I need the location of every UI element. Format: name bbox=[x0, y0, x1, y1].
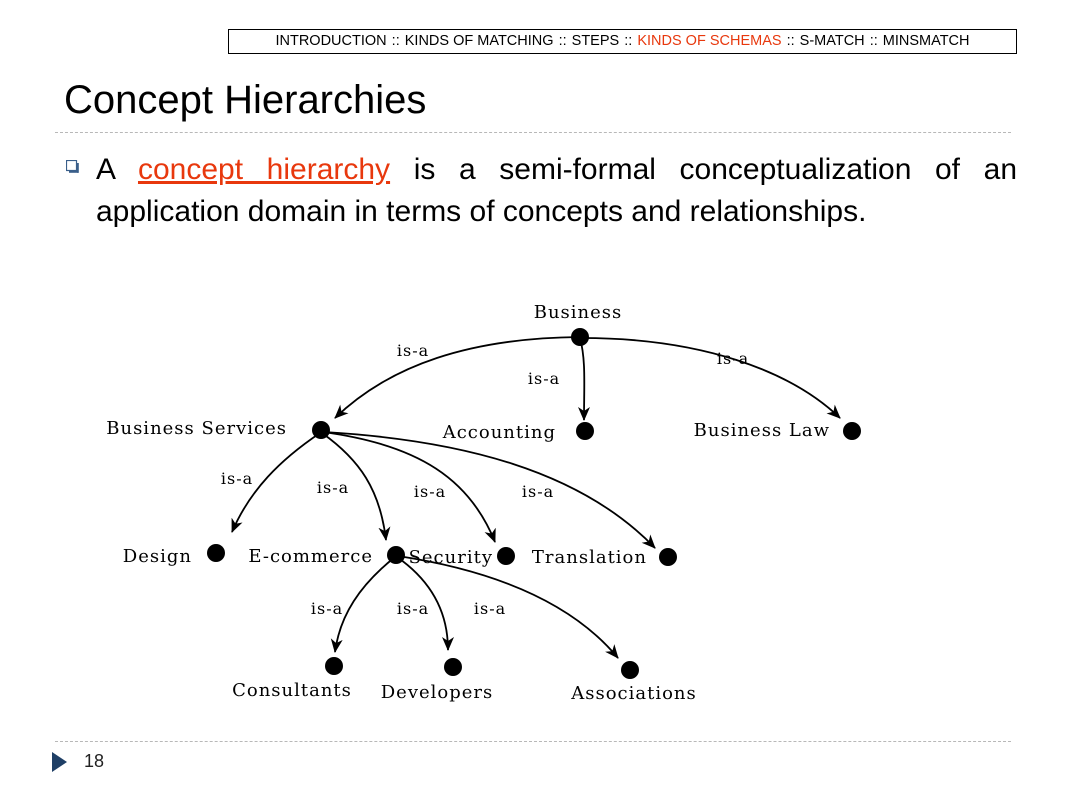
node-business bbox=[571, 328, 589, 346]
node-label-developers: Developers bbox=[380, 682, 494, 703]
nav-separator: :: bbox=[786, 33, 795, 49]
edge-label: is-a bbox=[316, 478, 350, 497]
node-label-consultants: Consultants bbox=[232, 680, 352, 701]
node-label-associations: Associations bbox=[571, 683, 697, 704]
bullet-rest: is a semi-formal conceptualization of an application domain in terms of concepts and relationships. bbox=[96, 153, 1018, 228]
edge-label: is-a bbox=[413, 482, 447, 501]
node-developers bbox=[444, 658, 462, 676]
node-label-translation: Translation bbox=[531, 547, 647, 568]
edge-business-accounting bbox=[580, 338, 584, 420]
edge-label: is-a bbox=[310, 599, 344, 618]
edge-business-business-law bbox=[582, 338, 840, 418]
nav-separator: :: bbox=[558, 33, 567, 49]
node-label-business: Business bbox=[533, 302, 623, 323]
edge-label: is-a bbox=[716, 349, 750, 368]
node-business-law bbox=[843, 422, 861, 440]
edge-label: is-a bbox=[396, 341, 430, 360]
footer-divider bbox=[55, 741, 1011, 742]
edge-label: is-a bbox=[396, 599, 430, 618]
edge-security-consultants bbox=[335, 557, 395, 652]
triangle-right-icon bbox=[52, 752, 67, 772]
node-label-design: Design bbox=[122, 546, 192, 567]
nav-kinds-of-schemas[interactable]: KINDS OF SCHEMAS bbox=[637, 33, 782, 49]
nav-separator: :: bbox=[391, 33, 400, 49]
nav-steps[interactable]: STEPS bbox=[571, 33, 620, 49]
node-e-commerce bbox=[387, 546, 405, 564]
nav-s-match[interactable]: S-MATCH bbox=[799, 33, 865, 49]
node-consultants bbox=[325, 657, 343, 675]
node-translation bbox=[659, 548, 677, 566]
nav-separator: :: bbox=[869, 33, 878, 49]
node-business-services bbox=[312, 421, 330, 439]
slide-title: Concept Hierarchies bbox=[64, 78, 427, 122]
edge-security-associations bbox=[398, 556, 618, 658]
node-associations bbox=[621, 661, 639, 679]
edge-label: is-a bbox=[521, 482, 555, 501]
node-label-accounting: Accounting bbox=[442, 422, 556, 443]
node-security bbox=[497, 547, 515, 565]
node-label-business-law: Business Law bbox=[693, 420, 830, 441]
nav-minsmatch[interactable]: MINSMATCH bbox=[882, 33, 970, 49]
nav-introduction[interactable]: INTRODUCTION bbox=[275, 33, 387, 49]
concept-hierarchy-term[interactable]: concept hierarchy bbox=[137, 153, 391, 186]
node-design bbox=[207, 544, 225, 562]
node-label-business-services: Business Services bbox=[106, 418, 287, 439]
edge-label: is-a bbox=[527, 369, 561, 388]
nav-separator: :: bbox=[624, 33, 633, 49]
edge-label: is-a bbox=[220, 469, 254, 488]
page-number: 18 bbox=[84, 751, 105, 771]
node-accounting bbox=[576, 422, 594, 440]
edge-label: is-a bbox=[473, 599, 507, 618]
nav-kinds-of-matching[interactable]: KINDS OF MATCHING bbox=[404, 33, 554, 49]
node-label-security: Security bbox=[408, 547, 493, 568]
node-label-e-commerce: E-commerce bbox=[248, 546, 373, 567]
bullet-prefix: A bbox=[96, 153, 115, 186]
